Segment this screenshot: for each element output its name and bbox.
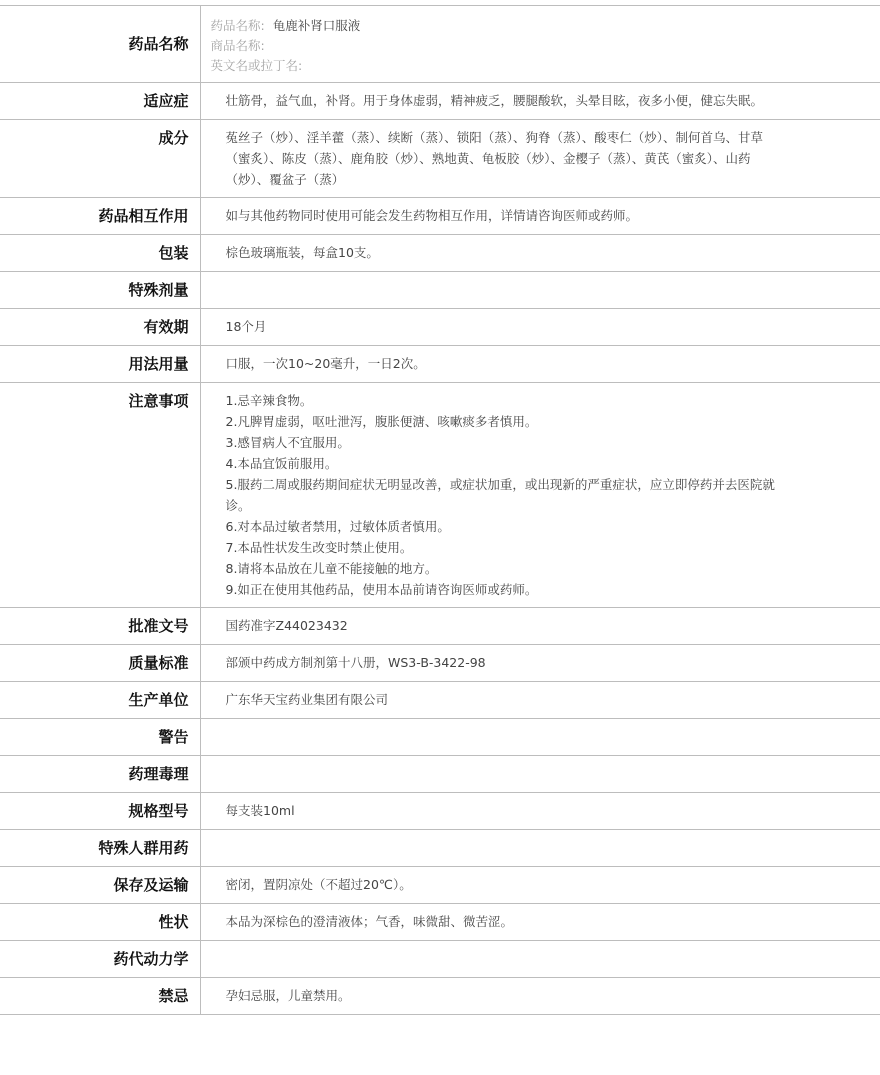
row-appearance (0, 904, 880, 941)
value-precautions (200, 383, 880, 608)
row-manufacturer (0, 682, 880, 719)
label-drug-name: 药品名称 (128, 35, 189, 53)
label-specification: 规格型号 (128, 802, 189, 820)
drug-name-key: 药品名称: (210, 18, 265, 33)
precaution-item: 6.对本品过敏者禁用，过敏体质者慎用。 (225, 519, 450, 534)
row-usage (0, 346, 880, 383)
label-contraindications: 禁忌 (158, 987, 189, 1005)
value-warning (200, 719, 880, 756)
drug-name-line (211, 16, 871, 36)
label-toxicology: 药理毒理 (128, 765, 189, 783)
value-appearance: 本品为深棕色的澄清液体；气香，味微甜、微苦涩。 (200, 904, 880, 941)
row-storage (0, 867, 880, 904)
row-pharmacokinetics (0, 941, 880, 978)
value-shelf-life: 18个月 (200, 309, 880, 346)
label-manufacturer: 生产单位 (128, 691, 189, 709)
row-special-groups (0, 830, 880, 867)
value-pharmacokinetics (200, 941, 880, 978)
label-warning: 警告 (158, 728, 189, 746)
value-approval: 国药准字Z44023432 (200, 608, 880, 645)
value-contraindications: 孕妇忌服，儿童禁用。 (200, 978, 880, 1015)
precaution-item: 9.如正在使用其他药品，使用本品前请咨询医师或药师。 (225, 582, 538, 597)
label-pharmacokinetics: 药代动力学 (113, 950, 189, 968)
trade-name-key: 商品名称: (210, 38, 265, 53)
value-packaging: 棕色玻璃瓶装，每盒10支。 (200, 235, 880, 272)
label-ingredients: 成分 (158, 129, 189, 147)
value-toxicology (200, 756, 880, 793)
row-warning (0, 719, 880, 756)
trade-name-line (211, 36, 871, 56)
precaution-item: 4.本品宜饭前服用。 (225, 456, 338, 471)
row-specification (0, 793, 880, 830)
row-approval (0, 608, 880, 645)
row-precautions (0, 383, 880, 608)
precaution-item: 5.服药二周或服药期间症状无明显改善，或症状加重，或出现新的严重症状，应立即停药并去医院就诊。 (225, 477, 775, 513)
precaution-item: 8.请将本品放在儿童不能接触的地方。 (225, 561, 438, 576)
label-usage: 用法用量 (128, 355, 189, 373)
row-drug-name (0, 6, 880, 83)
value-interactions: 如与其他药物同时使用可能会发生药物相互作用，详情请咨询医师或药师。 (200, 198, 880, 235)
row-interactions (0, 198, 880, 235)
label-special-groups: 特殊人群用药 (98, 839, 189, 857)
row-ingredients (0, 120, 880, 198)
row-indications (0, 83, 880, 120)
row-standard (0, 645, 880, 682)
value-special-groups (200, 830, 880, 867)
drug-name-value: 龟鹿补肾口服液 (272, 18, 361, 33)
label-interactions: 药品相互作用 (98, 207, 189, 225)
english-name-line (211, 56, 871, 76)
value-manufacturer: 广东华天宝药业集团有限公司 (200, 682, 880, 719)
row-contraindications (0, 978, 880, 1015)
label-storage: 保存及运输 (113, 876, 189, 894)
value-storage: 密闭，置阴凉处（不超过20℃）。 (200, 867, 880, 904)
precaution-item: 2.凡脾胃虚弱，呕吐泄泻，腹胀便溏、咳嗽痰多者慎用。 (225, 414, 538, 429)
english-name-key: 英文名或拉丁名: (210, 58, 303, 73)
value-indications: 壮筋骨，益气血，补肾。用于身体虚弱，精神疲乏，腰腿酸软，头晕目眩，夜多小便，健忘失眠。 (200, 83, 880, 120)
value-usage: 口服，一次10~20毫升，一日2次。 (200, 346, 880, 383)
row-special-dosage (0, 272, 880, 309)
label-approval: 批准文号 (128, 617, 189, 635)
label-special-dosage: 特殊剂量 (128, 281, 189, 299)
value-special-dosage (200, 272, 880, 309)
value-ingredients: 菟丝子（炒）、淫羊藿（蒸）、续断（蒸）、锁阳（蒸）、狗脊（蒸）、酸枣仁（炒）、制何首乌、甘草（蜜炙）、陈皮（蒸）、鹿角胶（炒）、熟地黄、龟板胶（炒）、金樱子（蒸）、黄芪（蜜炙）、山药（炒）、覆盆子（蒸） (200, 120, 880, 198)
precaution-item: 3.感冒病人不宜服用。 (225, 435, 350, 450)
precaution-item: 1.忌辛辣食物。 (225, 393, 313, 408)
label-shelf-life: 有效期 (143, 318, 189, 336)
row-toxicology (0, 756, 880, 793)
label-precautions: 注意事项 (128, 392, 189, 410)
value-standard: 部颁中药成方制剂第十八册，WS3-B-3422-98 (200, 645, 880, 682)
row-packaging (0, 235, 880, 272)
label-indications: 适应症 (143, 92, 189, 110)
row-shelf-life (0, 309, 880, 346)
value-drug-name (200, 6, 880, 83)
precaution-item: 7.本品性状发生改变时禁止使用。 (225, 540, 413, 555)
label-packaging: 包装 (158, 244, 189, 262)
value-specification: 每支装10ml (200, 793, 880, 830)
label-appearance: 性状 (158, 913, 189, 931)
label-standard: 质量标准 (128, 654, 189, 672)
drug-spec-table (0, 5, 880, 1015)
